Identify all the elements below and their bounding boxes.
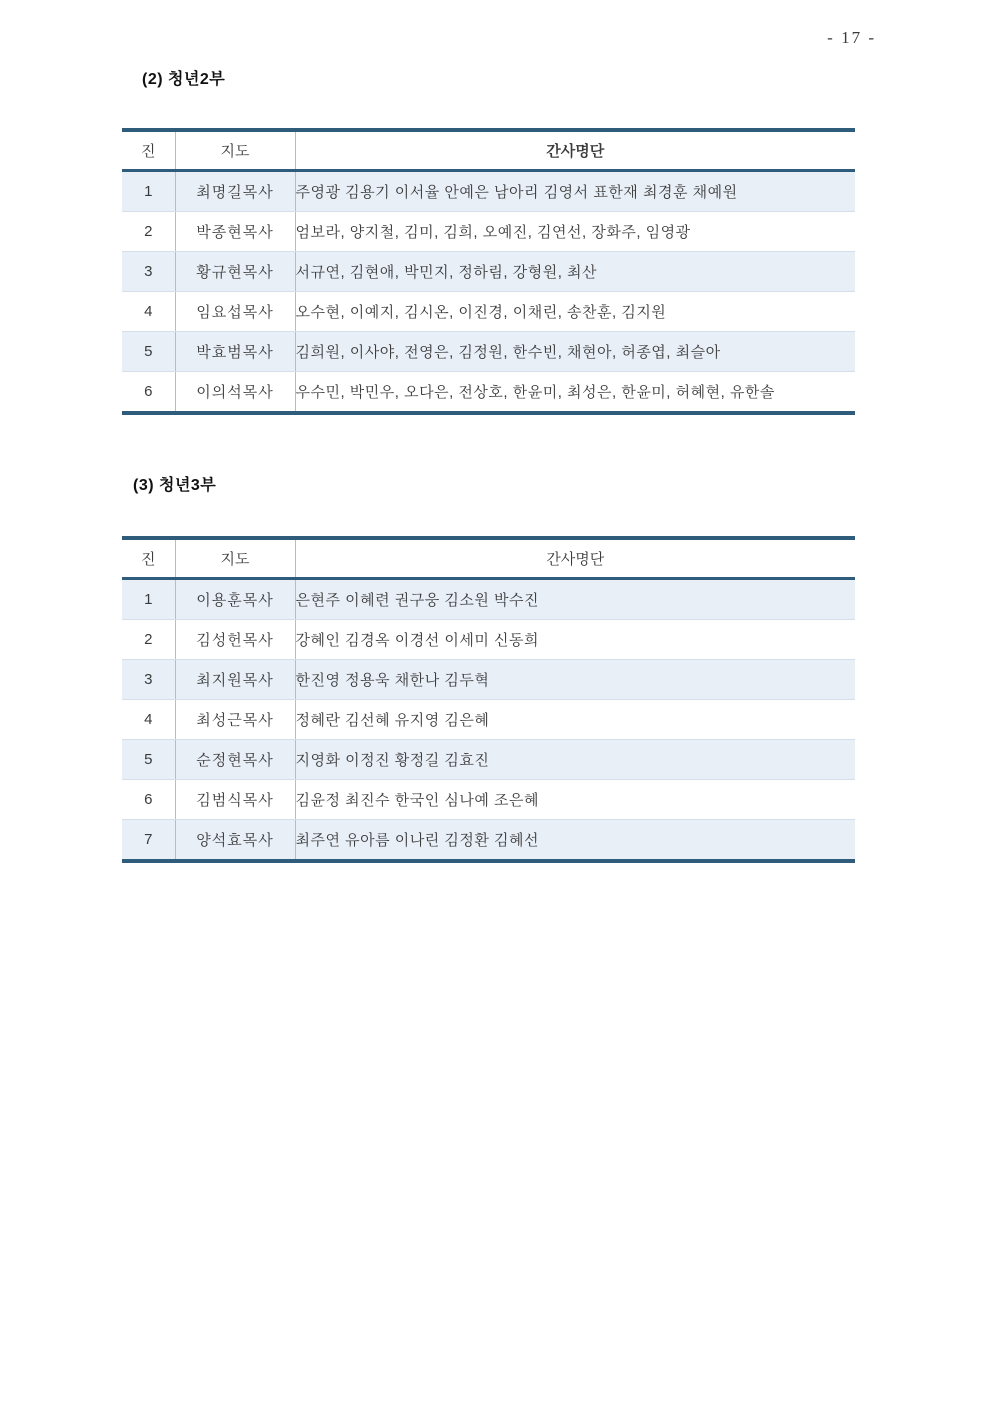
leader-cell: 최명길목사 [175, 171, 295, 212]
members-cell: 강혜인 김경옥 이경선 이세미 신동희 [295, 620, 855, 660]
members-cell: 지영화 이정진 황정길 김효진 [295, 740, 855, 780]
row-number-cell: 2 [122, 212, 175, 252]
leader-cell: 이용훈목사 [175, 579, 295, 620]
youth3-roster-table [122, 536, 855, 863]
leader-cell: 임요섭목사 [175, 292, 295, 332]
leader-cell: 박종현목사 [175, 212, 295, 252]
leader-cell: 이의석목사 [175, 372, 295, 414]
members-cell: 김윤정 최진수 한국인 심나예 조은혜 [295, 780, 855, 820]
table-row [122, 292, 855, 332]
row-number-cell: 3 [122, 252, 175, 292]
members-cell: 우수민, 박민우, 오다은, 전상호, 한윤미, 최성은, 한윤미, 허혜현, 유한솔 [295, 372, 855, 414]
column-header-leader: 지도 [175, 538, 295, 579]
leader-cell: 최성근목사 [175, 700, 295, 740]
column-header-no: 진 [122, 538, 175, 579]
row-number-cell: 5 [122, 740, 175, 780]
members-cell: 서규연, 김현애, 박민지, 정하림, 강형원, 최산 [295, 252, 855, 292]
table-row [122, 740, 855, 780]
table-row [122, 660, 855, 700]
table-row [122, 780, 855, 820]
row-number-cell: 3 [122, 660, 175, 700]
row-number-cell: 4 [122, 700, 175, 740]
table-row [122, 820, 855, 862]
members-cell: 주영광 김용기 이서율 안예은 남아리 김영서 표한재 최경훈 채예원 [295, 171, 855, 212]
table-row [122, 579, 855, 620]
members-cell: 최주연 유아름 이나린 김정환 김혜선 [295, 820, 855, 862]
members-cell: 한진영 정용욱 채한나 김두혁 [295, 660, 855, 700]
section-title-youth3: (3) 청년3부 [133, 477, 217, 494]
table-header-row [122, 538, 855, 579]
table-row [122, 620, 855, 660]
row-number-cell: 2 [122, 620, 175, 660]
column-header-members: 간사명단 [295, 130, 855, 171]
page-number: - 17 - [827, 28, 876, 47]
members-cell: 은현주 이혜련 권구웅 김소원 박수진 [295, 579, 855, 620]
members-cell: 엄보라, 양지철, 김미, 김희, 오예진, 김연선, 장화주, 임영광 [295, 212, 855, 252]
column-header-no: 진 [122, 130, 175, 171]
table-row [122, 700, 855, 740]
members-cell: 김희원, 이사야, 전영은, 김정원, 한수빈, 채현아, 허종엽, 최슬아 [295, 332, 855, 372]
section-title-youth2: (2) 청년2부 [142, 71, 226, 88]
youth2-roster-table [122, 128, 855, 415]
table-header-row [122, 130, 855, 171]
table-row [122, 332, 855, 372]
row-number-cell: 1 [122, 171, 175, 212]
leader-cell: 김범식목사 [175, 780, 295, 820]
leader-cell: 양석효목사 [175, 820, 295, 862]
leader-cell: 황규현목사 [175, 252, 295, 292]
leader-cell: 순정현목사 [175, 740, 295, 780]
column-header-leader: 지도 [175, 130, 295, 171]
leader-cell: 박효범목사 [175, 332, 295, 372]
table-row [122, 212, 855, 252]
row-number-cell: 5 [122, 332, 175, 372]
row-number-cell: 4 [122, 292, 175, 332]
members-cell: 오수현, 이예지, 김시온, 이진경, 이채린, 송찬훈, 김지원 [295, 292, 855, 332]
leader-cell: 김성헌목사 [175, 620, 295, 660]
row-number-cell: 1 [122, 579, 175, 620]
row-number-cell: 6 [122, 372, 175, 414]
column-header-members: 간사명단 [295, 538, 855, 579]
table-row [122, 171, 855, 212]
members-cell: 정혜란 김선혜 유지영 김은혜 [295, 700, 855, 740]
leader-cell: 최지원목사 [175, 660, 295, 700]
row-number-cell: 7 [122, 820, 175, 862]
table-row [122, 372, 855, 414]
row-number-cell: 6 [122, 780, 175, 820]
table-row [122, 252, 855, 292]
